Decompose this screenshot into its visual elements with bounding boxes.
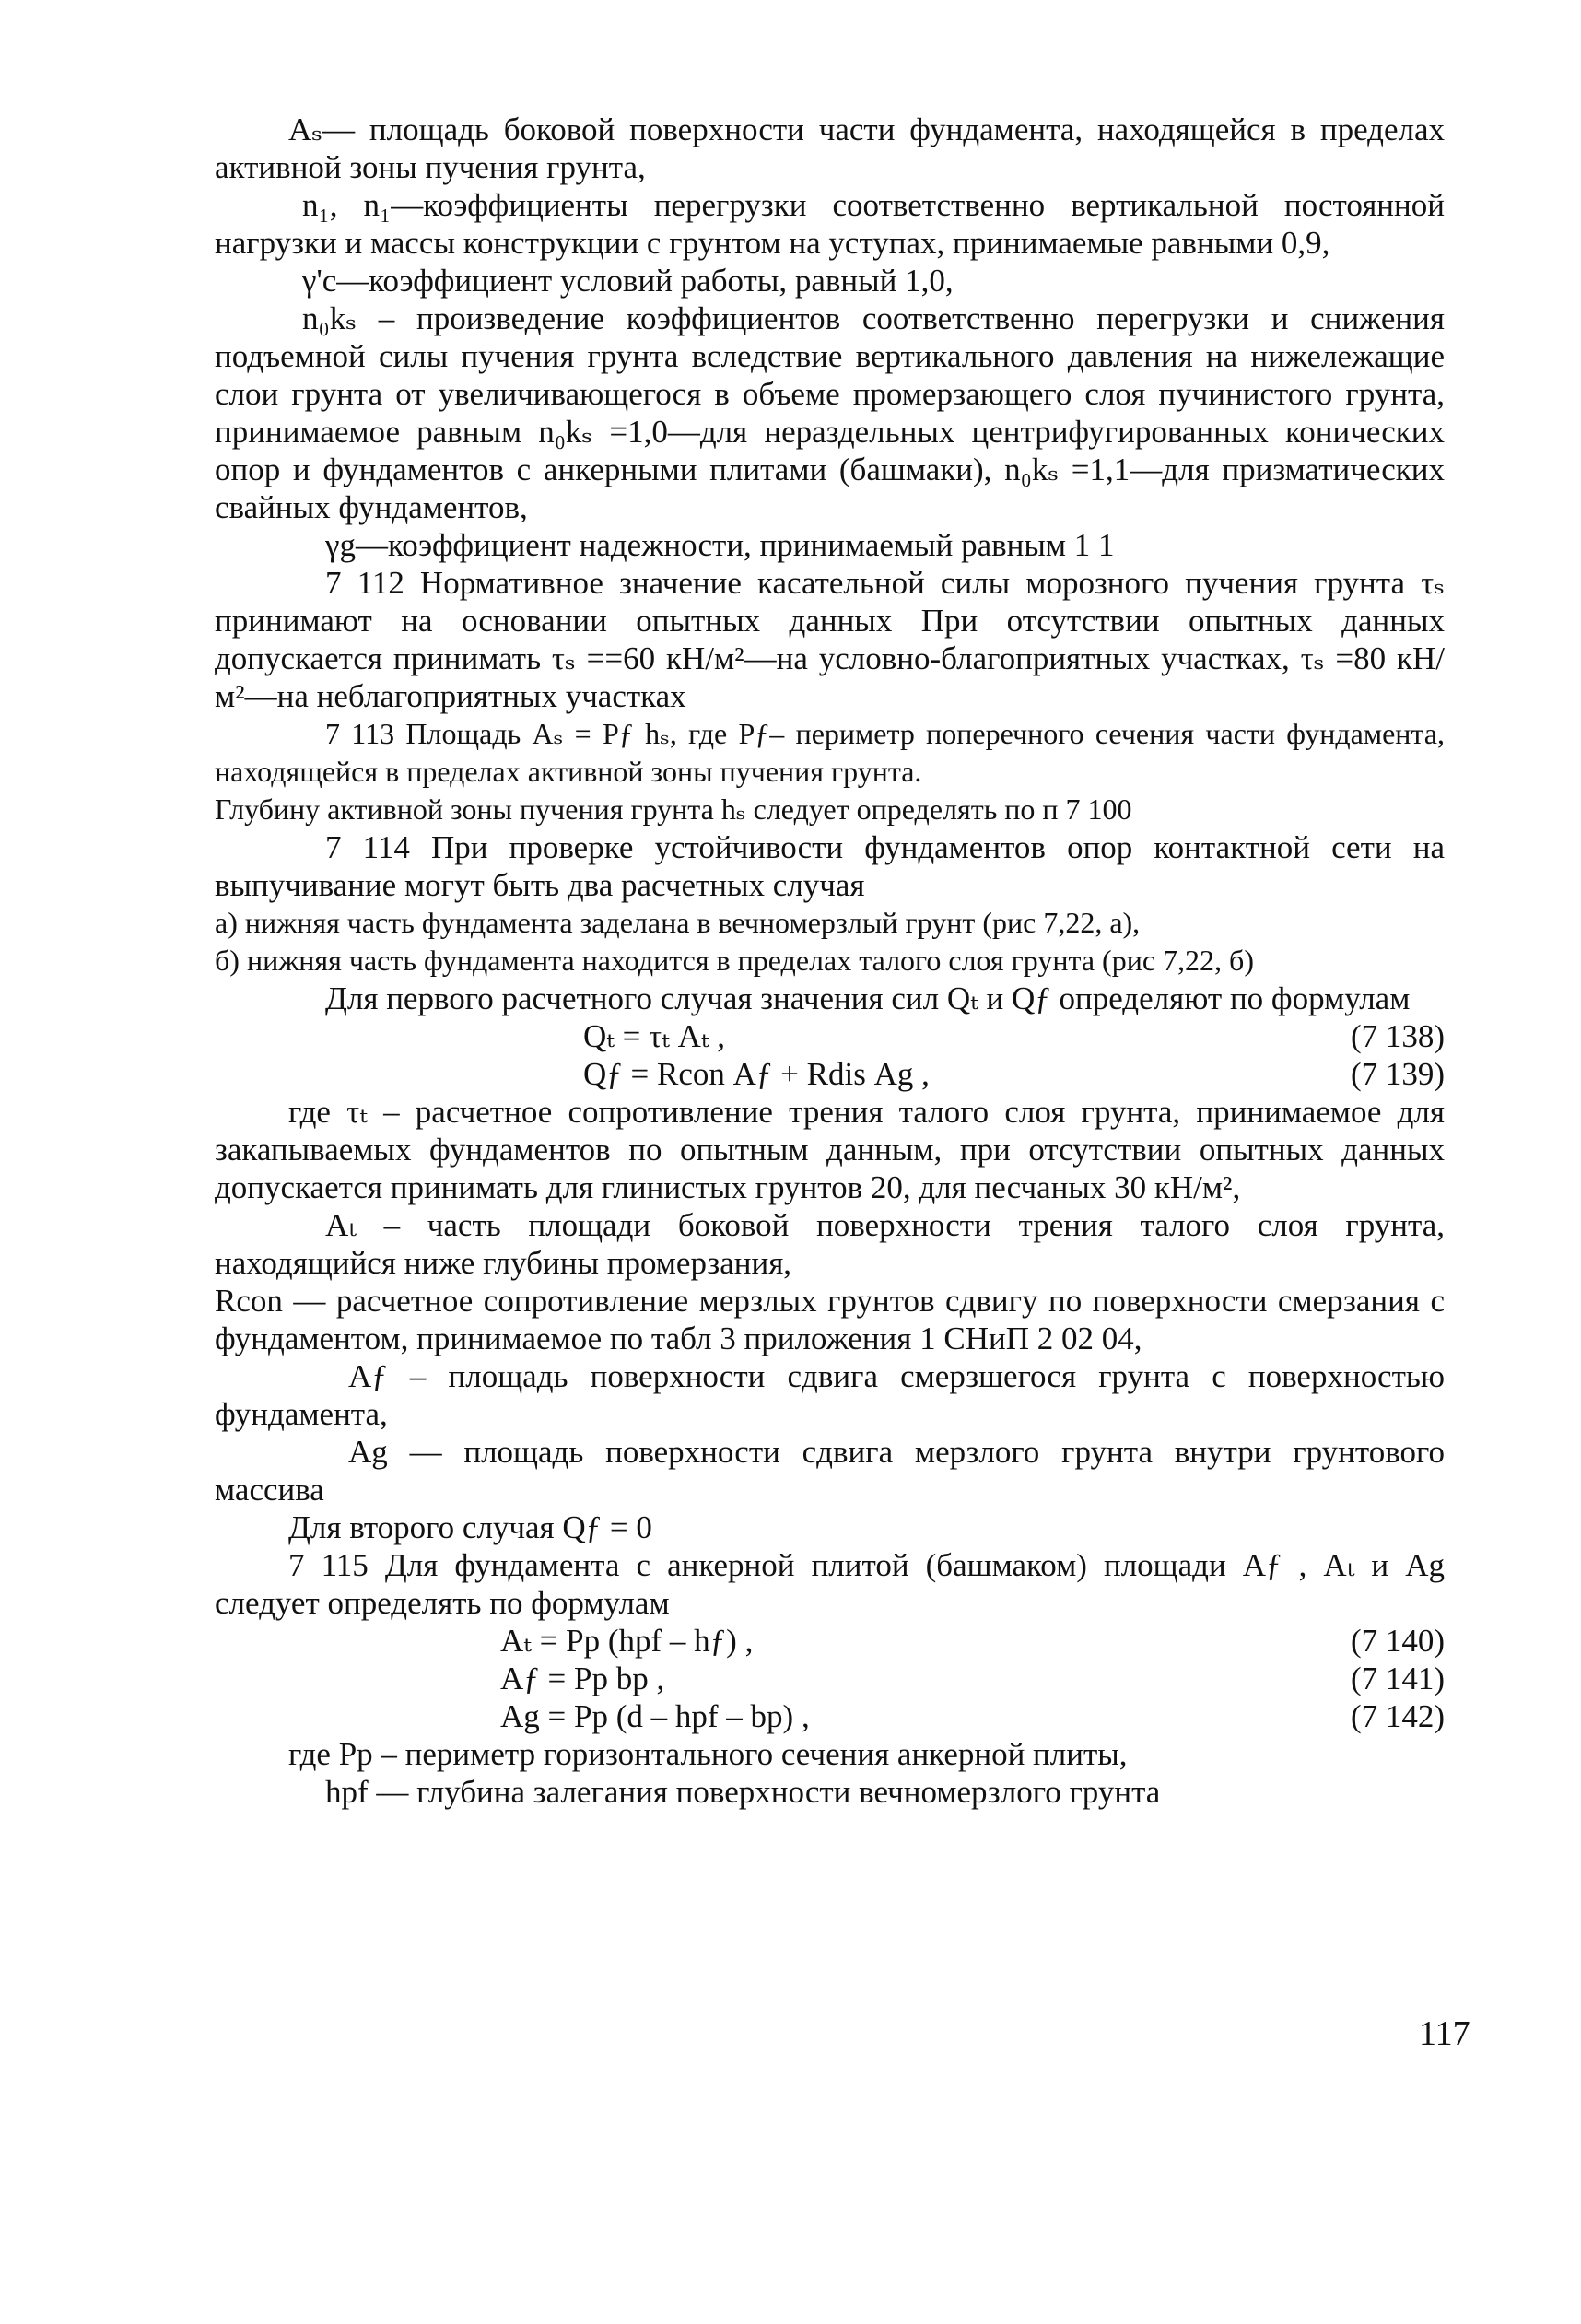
definition-ag: Аg — площадь поверхности сдвига мерзлого грунта внутри грунтового массива: [215, 1434, 1445, 1508]
formula-7-138: [215, 1017, 1445, 1055]
page-number: 117: [1419, 2014, 1470, 2053]
definition-hpf: hpf — глубина залегания поверхности вечномерзлого грунта: [325, 1774, 1161, 1810]
formula-7-139: [215, 1055, 1445, 1093]
formula-expression: Аg = Pp (d – hpf – bp) ,: [500, 1698, 810, 1734]
formula-number: (7 139): [1350, 1056, 1445, 1092]
clause-7-114: 7 114 При проверке устойчивости фундаментов опор контактной сети на выпучивание могут быть два расчетных случая: [215, 829, 1445, 903]
first-case-intro: Для первого расчетного случая значения сил Qₜ и Qƒ определяют по формулам: [325, 980, 1411, 1016]
definition-tau-t: где τₜ – расчетное сопротивление трения талого слоя грунта, принимаемое для закапываемых фундаментов по опытным данным, при отсутствии опытных данных допускается принимать для глинистых грунтов 20, для песчаных 30 кН/м²,: [215, 1094, 1445, 1205]
formula-number: (7 140): [1350, 1623, 1445, 1659]
formula-number: (7 141): [1350, 1661, 1445, 1696]
formula-7-142: [215, 1697, 1445, 1735]
formula-expression: Аₜ = Pp (hpf – hƒ) ,: [500, 1623, 754, 1659]
formula-number: (7 138): [1350, 1018, 1445, 1054]
definition-rcon: Rcon — расчетное сопротивление мерзлых грунтов сдвигу по поверхности смерзания с фундаментом, принимаемое по табл 3 приложения 1 СНиП 2 02 04,: [215, 1283, 1445, 1356]
clause-7-115: 7 115 Для фундамента с анкерной плитой (башмаком) площади Аƒ , Аₜ и Аg следует определять по формулам: [215, 1547, 1445, 1621]
definition-gamma-c: γ'c—коэффициент условий работы, равный 1,0,: [302, 263, 954, 299]
formula-7-141: [215, 1660, 1445, 1697]
second-case: Для второго случая Qƒ = 0: [288, 1509, 652, 1545]
definition-af: Аƒ – площадь поверхности сдвига смерзшегося грунта с поверхностью фундамента,: [215, 1358, 1445, 1432]
clause-7-112: 7 112 Нормативное значение касательной силы морозного пучения грунта τₛ принимают на основании опытных данных При отсутствии опытных данных допускается принимать τₛ ==60 кН/м²—на условно-благоприятных участках, τₛ =80 кН/м²—на неблагоприятных участках: [215, 565, 1445, 714]
definition-as: Аₛ— площадь боковой поверхности части фундамента, находящейся в пределах активной зоны пучения грунта,: [215, 112, 1445, 185]
formula-number: (7 142): [1350, 1698, 1445, 1734]
definition-gamma-g: γg—коэффициент надежности, принимаемый равным 1 1: [325, 527, 1115, 563]
document-page: [215, 111, 1445, 1811]
formula-expression: Аƒ = Pp bp ,: [500, 1661, 665, 1696]
clause-7-113: 7 113 Площадь Аₛ = Pƒ hₛ, где Pƒ– периметр поперечного сечения части фундамента, находящейся в пределах активной зоны пучения грунта.: [215, 717, 1445, 788]
formula-expression: Qₜ = τₜ Аₜ ,: [583, 1018, 725, 1054]
definition-n1: n₁, n₁—коэффициенты перегрузки соответственно вертикальной постоянной нагрузки и массы конструкции с грунтом на уступах, принимаемые равными 0,9,: [215, 187, 1445, 261]
definition-pp: где Pp – периметр горизонтального сечения анкерной плиты,: [288, 1736, 1128, 1772]
formula-expression: Qƒ = Rcon Аƒ + Rdis Аg ,: [583, 1056, 930, 1092]
case-b: б) нижняя часть фундамента находится в пределах талого слоя грунта (рис 7,22, б): [215, 944, 1254, 977]
definition-noks: n₀kₛ – произведение коэффициентов соответственно перегрузки и снижения подъемной силы пучения грунта вследствие вертикального давления на нижележащие слои грунта от увеличивающегося в объеме промерзающего слоя пучинистого грунта, принимаемое равным n₀kₛ =1,0—для нераздельных центрифугированных конических опор и фундаментов с анкерными плитами (башмаки), n₀kₛ =1,1—для призматических свайных фундаментов,: [215, 300, 1445, 525]
case-a: а) нижняя часть фундамента заделана в вечномерзлый грунт (рис 7,22, а),: [215, 906, 1141, 939]
active-zone-depth-note: Глубину активной зоны пучения грунта hₛ следует определять по п 7 100: [215, 792, 1132, 826]
definition-at: Аₜ – часть площади боковой поверхности трения талого слоя грунта, находящийся ниже глубины промерзания,: [215, 1207, 1445, 1281]
formula-7-140: [215, 1622, 1445, 1660]
